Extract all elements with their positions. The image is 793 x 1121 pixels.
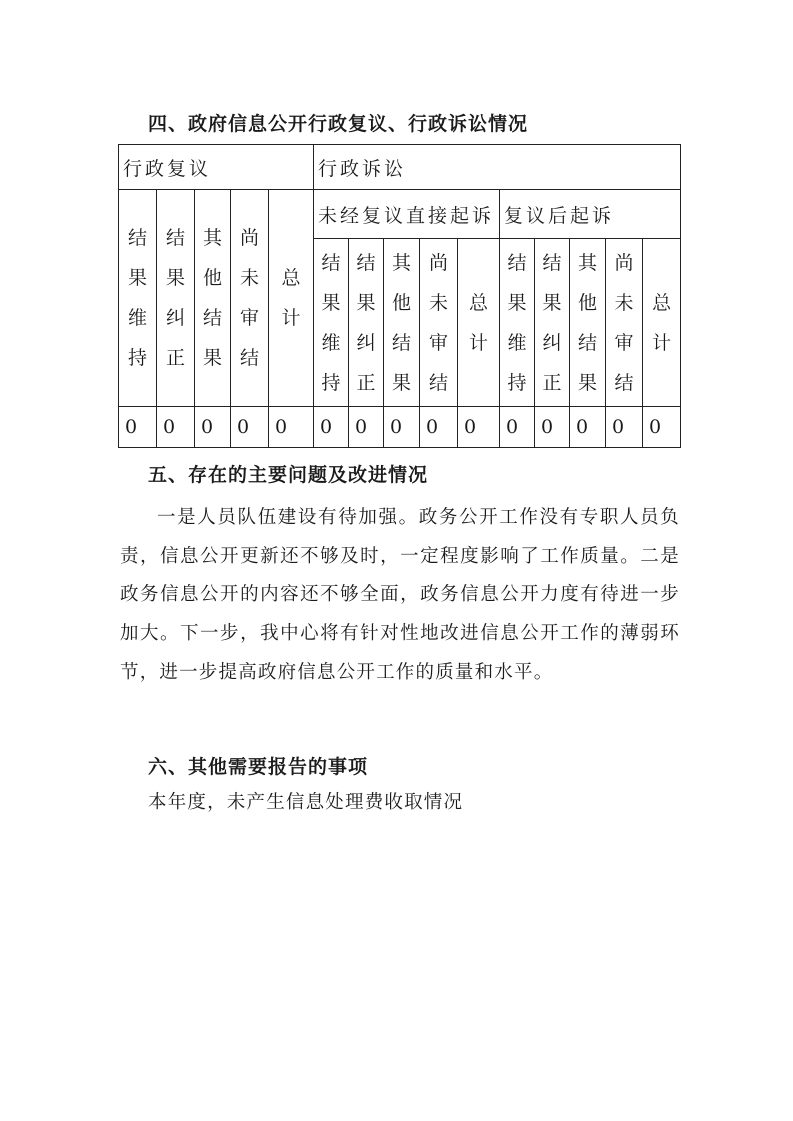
- review-col-pending: 尚未审结: [231, 190, 269, 407]
- admin-litigation-header: 行政诉讼: [314, 145, 681, 190]
- after-col-corrected: 结果纠正: [535, 239, 570, 407]
- section-6-body: 本年度，未产生信息处理费收取情况: [148, 792, 464, 813]
- direct-col-corrected: 结果纠正: [349, 239, 384, 407]
- review-col-other: 其他结果: [195, 190, 231, 407]
- direct-pending-value: 0: [420, 407, 458, 448]
- admin-review-header: 行政复议: [119, 145, 314, 190]
- after-review-suit-header: 复议后起诉: [500, 190, 681, 239]
- direct-col-upheld: 结果维持: [314, 239, 349, 407]
- after-col-total: 总计: [643, 239, 681, 407]
- review-total-value: 0: [269, 407, 314, 448]
- after-col-pending: 尚未审结: [606, 239, 643, 407]
- section-5-heading: 五、存在的主要问题及改进情况: [148, 464, 429, 486]
- review-corrected-value: 0: [157, 407, 195, 448]
- after-pending-value: 0: [606, 407, 643, 448]
- direct-col-total: 总计: [458, 239, 500, 407]
- after-col-upheld: 结果维持: [500, 239, 535, 407]
- section-5-body: [120, 499, 680, 693]
- review-other-value: 0: [195, 407, 231, 448]
- direct-col-pending: 尚未审结: [420, 239, 458, 407]
- direct-other-value: 0: [384, 407, 420, 448]
- after-total-value: 0: [643, 407, 681, 448]
- section-6-heading: 六、其他需要报告的事项: [148, 756, 369, 778]
- direct-suit-header: 未经复议直接起诉: [314, 190, 500, 239]
- direct-upheld-value: 0: [314, 407, 349, 448]
- after-other-value: 0: [570, 407, 606, 448]
- review-pending-value: 0: [231, 407, 269, 448]
- after-corrected-value: 0: [535, 407, 570, 448]
- direct-total-value: 0: [458, 407, 500, 448]
- review-col-total: 总计: [269, 190, 314, 407]
- section-4-heading: 四、政府信息公开行政复议、行政诉讼情况: [148, 113, 529, 135]
- after-upheld-value: 0: [500, 407, 535, 448]
- section-5-paragraph: 一是人员队伍建设有待加强。政务公开工作没有专职人员负责，信息公开更新还不够及时，一定程度影响了工作质量。二是政务信息公开的内容还不够全面，政务信息公开力度有待进一步加大。下一步，我中心将有针对性地改进信息公开工作的薄弱环节，进一步提高政府信息公开工作的质量和水平。: [120, 507, 680, 683]
- review-upheld-value: 0: [119, 407, 157, 448]
- after-col-other: 其他结果: [570, 239, 606, 407]
- direct-corrected-value: 0: [349, 407, 384, 448]
- review-col-corrected: 结果纠正: [157, 190, 195, 407]
- direct-col-other: 其他结果: [384, 239, 420, 407]
- review-col-upheld: 结果维持: [119, 190, 157, 407]
- review-litigation-table: [118, 144, 681, 448]
